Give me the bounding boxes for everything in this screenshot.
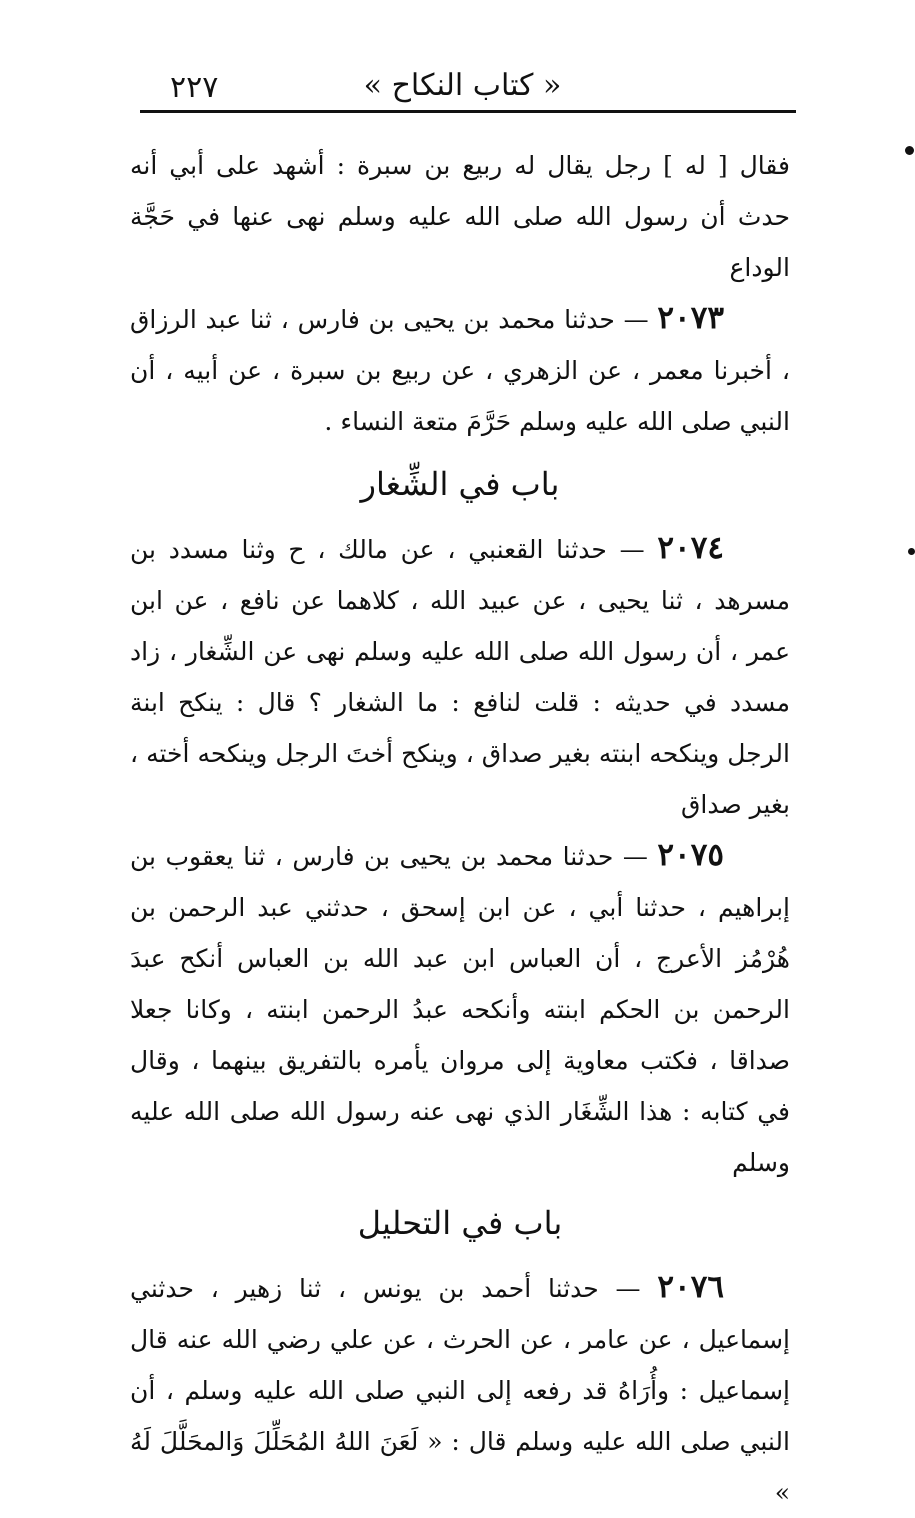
body-text [130, 140, 790, 1518]
hadith-2076 [130, 1262, 790, 1518]
hadith-number: ٢٠٧٤ [657, 530, 724, 566]
hadith-number: ٢٠٧٦ [657, 1269, 724, 1305]
margin-mark [908, 548, 915, 555]
paragraph-text: — حدثنا أحمد بن يونس ، ثنا زهير ، حدثني إسماعيل ، عن عامر ، عن الحرث ، عن علي رضي الله عنه قال إسماعيل : وأُرَاهُ قد رفعه إلى النبي صلى الله عليه وسلم ، أن النبي صلى الله عليه وسلم قال : « لَعَنَ اللهُ المُحَلِّلَ وَالمحَلَّلَ لَهُ » [130, 1274, 790, 1507]
hadith-2073 [130, 293, 790, 447]
chapter-heading-shighar: باب في الشِّغار [360, 465, 560, 503]
paragraph-text: — حدثنا محمد بن يحيى بن فارس ، ثنا يعقوب بن إبراهيم ، حدثنا أبي ، عن ابن إسحق ، حدثني عبد الرحمن بن هُرْمُز الأعرج ، أن العباس ابن عبد الله بن العباس أنكح عبدَ الرحمن بن الحكم ابنته وأنكحه عبدُ الرحمن ابنته ، وكانا جعلا صداقا ، فكتب معاوية إلى مروان يأمره بالتفريق بينهما ، وقال في كتابه : هذا الشِّغَار الذي نهى عنه رسول الله صلى الله عليه وسلم [130, 842, 790, 1177]
running-title: « كتاب النكاح » [363, 68, 562, 103]
hadith-number: ٢٠٧٥ [657, 837, 724, 873]
paragraph-text: — حدثنا محمد بن يحيى بن فارس ، ثنا عبد الرزاق ، أخبرنا معمر ، عن الزهري ، عن ربيع بن سبرة ، عن أبيه ، أن النبي صلى الله عليه وسلم حَرَّمَ متعة النساء . [130, 305, 790, 436]
chapter-heading-tahlil: باب في التحليل [357, 1204, 563, 1242]
page-number: ٢٢٧ [170, 70, 219, 105]
hadith-2075 [130, 830, 790, 1188]
header-rule [140, 110, 796, 113]
paragraph-text: — حدثنا القعنبي ، عن مالك ، ح وثنا مسدد بن مسرهد ، ثنا يحيى ، عن عبيد الله ، كلاهما عن نافع ، عن ابن عمر ، أن رسول الله صلى الله عليه وسلم نهى عن الشِّغار ، زاد مسدد في حديثه : قلت لنافع : ما الشغار ؟ قال : ينكح ابنة الرجل وينكحه ابنته بغير صداق ، وينكح أختَ الرجل وينكحه أخته ، بغير صداق [130, 535, 790, 819]
hadith-2074 [130, 523, 790, 830]
paragraph-text: فقال [ له ] رجل يقال له ربيع بن سبرة : أشهد على أبي أنه حدث أن رسول الله صلى الله عليه وسلم نهى عنها في حَجَّة الوداع [130, 151, 790, 282]
margin-mark [905, 146, 914, 155]
page-header [130, 62, 795, 106]
hadith-continuation [130, 140, 790, 293]
hadith-number: ٢٠٧٣ [657, 300, 724, 336]
